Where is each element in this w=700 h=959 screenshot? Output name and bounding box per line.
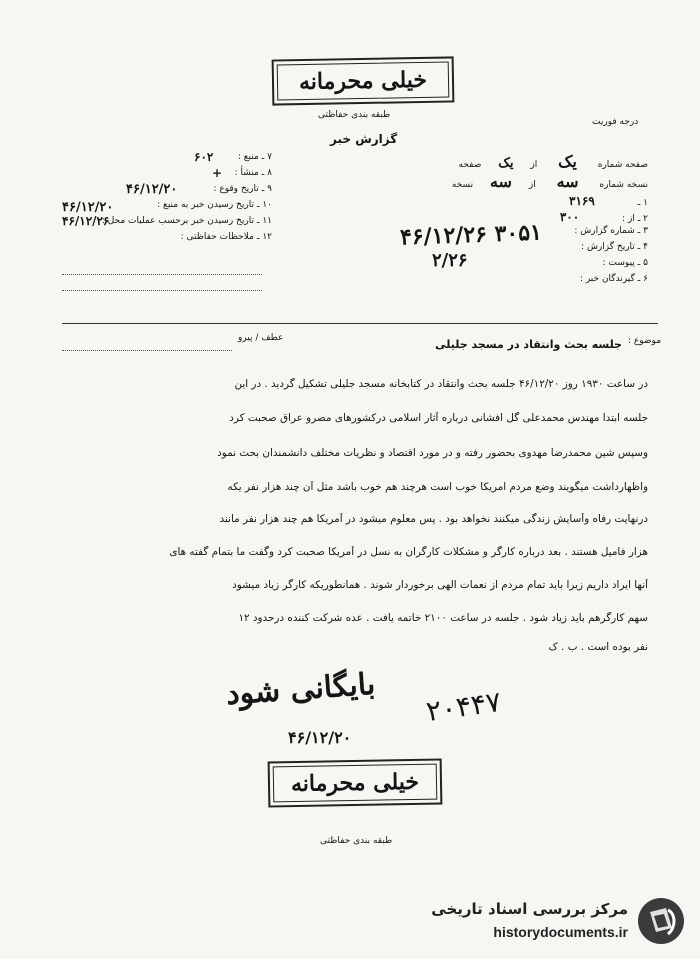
left-dotted-line-2 (62, 290, 262, 291)
right-field-5 (448, 258, 648, 274)
body-line: نفر بوده است . ب . ک (548, 641, 648, 653)
body-line: وسپس شین محمدرضا مهدوی بحضور رفته و در مورد اقتصاد و نظریات مختلف دانشمندان بحث نمود (217, 447, 648, 459)
copy-total-value: سه (489, 172, 512, 191)
body-line: واظهارداشت میگویند وضع مردم امریکا خوب است هرچند هم خوب باشد مثل آن چند هزار نفر یکه (227, 481, 648, 493)
right-field-2-value: ۳۰۰ (559, 210, 580, 224)
right-field-1 (448, 194, 648, 210)
left-field-9 (62, 184, 272, 200)
copy-number-line (408, 172, 648, 191)
left-field-7 (62, 152, 272, 168)
right-field-1-value: ۳۱۶۹ (569, 194, 595, 208)
bottom-classification-caption: طبقه بندی حفاظتی (320, 836, 393, 846)
footer-site-name: مرکز بررسی اسناد تاریخی (431, 900, 628, 918)
left-field-11-value: ۴۶/۱۲/۲۶ (62, 214, 110, 228)
left-dotted-line-1 (62, 274, 262, 275)
footer-watermark (408, 894, 690, 950)
page-number-value: یک (558, 152, 577, 171)
urgency-label: درجه فوریت (592, 117, 639, 127)
right-field-3-label: ۳ ـ شماره گزارش : (574, 226, 648, 236)
reference-dotted-line (62, 350, 232, 351)
handwritten-reference-sub: ۲/۲۶ (432, 250, 468, 271)
copy-number-value: سه (556, 172, 579, 191)
left-field-list (62, 152, 272, 248)
left-field-11 (62, 216, 272, 232)
report-title: گزارش خبر (330, 132, 398, 146)
header-divider (62, 323, 658, 324)
top-classification-caption: طبقه بندی حفاظتی (318, 110, 391, 120)
right-field-6-label: ۶ ـ گیرندگان خبر : (579, 274, 648, 284)
handwritten-reference: ۴۶/۱۲/۲۶ ۳۰۵۱ (399, 219, 543, 251)
page-number-line (408, 152, 648, 171)
archive-date: ۴۶/۱۲/۲۰ (288, 728, 352, 747)
body-line: جلسه ابتدا مهندس محمدعلی گل افشانی درباره آثار اسلامی درکشورهای مصرو عراق صحبت کرد (229, 412, 648, 424)
footer-url: historydocuments.ir (493, 924, 628, 940)
left-field-8-label: ۸ ـ منشأ : (234, 168, 272, 178)
right-field-1-label: ۱ ـ (637, 198, 648, 208)
page-suffix: صفحه (458, 160, 482, 170)
subject-label: موضوع : (628, 336, 662, 346)
top-classification-stamp (272, 56, 455, 105)
page-from-label: از (530, 160, 538, 170)
subject-value: جلسه بحث وانتقاد در مسجد جلیلی (435, 338, 622, 351)
archive-note: بایگانی شود (224, 666, 377, 713)
left-field-8-value: + (212, 166, 223, 180)
page-number-label: صفحه شماره (597, 160, 648, 170)
archive-logo-icon (638, 898, 684, 944)
page-total-value: یک (498, 156, 514, 171)
right-field-4-label: ۴ ـ تاریخ گزارش : (581, 242, 648, 252)
left-field-9-value: ۴۶/۱۲/۲۰ (126, 182, 178, 197)
left-field-7-value: ۶۰۲ (194, 150, 214, 164)
body-line: آنها ایراد داریم زیرا باید تمام مردم از نعمات الهی برخوردار شوند . همانطوریکه کارگر زیاد میشود (232, 579, 648, 591)
left-field-9-label: ۹ ـ تاریخ وقوع : (213, 184, 272, 194)
archive-number: ۲۰۴۴۷ (424, 684, 504, 729)
reference-label: عطف / پیرو (238, 333, 284, 343)
left-field-10-label: ۱۰ ـ تاریخ رسیدن خبر به منبع : (157, 200, 272, 210)
left-field-11-label: ۱۱ ـ تاریخ رسیدن خبر برحسب عملیات محل : (101, 216, 272, 226)
copy-number-label: نسخه شماره (599, 180, 648, 190)
bottom-classification-stamp (268, 758, 443, 807)
copy-suffix: نسخه (451, 180, 474, 190)
right-field-5-label: ۵ ـ پیوست : (602, 258, 648, 268)
left-field-12 (62, 232, 272, 248)
left-field-7-label: ۷ ـ منبع : (237, 152, 272, 162)
body-line: سهم کارگرهم باید زیاد شود . جلسه در ساعت ۲۱۰۰ خاتمه یافت . عده شرکت کننده درحدود ۱۲ (238, 612, 648, 624)
bottom-stamp-text: خیلی محرمانه (273, 764, 438, 803)
right-field-2-label: ۲ ـ از : (622, 214, 648, 224)
copy-from-label: از (528, 180, 536, 190)
right-field-6 (448, 274, 648, 290)
body-line: هزار فامیل هستند . بعد درباره کارگر و مشکلات کارگران به نسل در آمریکا صحبت کرد وگفت ما بتمام گفته های (169, 546, 648, 558)
body-line: در ساعت ۱۹۳۰ روز ۴۶/۱۲/۲۰ جلسه بحث وانتقاد در کتابخانه مسجد جلیلی تشکیل گردید . در این (234, 378, 648, 390)
top-stamp-text: خیلی محرمانه (277, 62, 450, 101)
left-field-12-label: ۱۲ ـ ملاحظات حفاظتی : (180, 232, 272, 242)
left-field-10-value: ۴۶/۱۲/۲۰ (62, 200, 114, 215)
body-line: درنهایت رفاه وآسایش زندگی میکنند نخواهد بود . پس معلوم میشود در آمریکا هم چند هزار نفر مانند (219, 513, 648, 525)
